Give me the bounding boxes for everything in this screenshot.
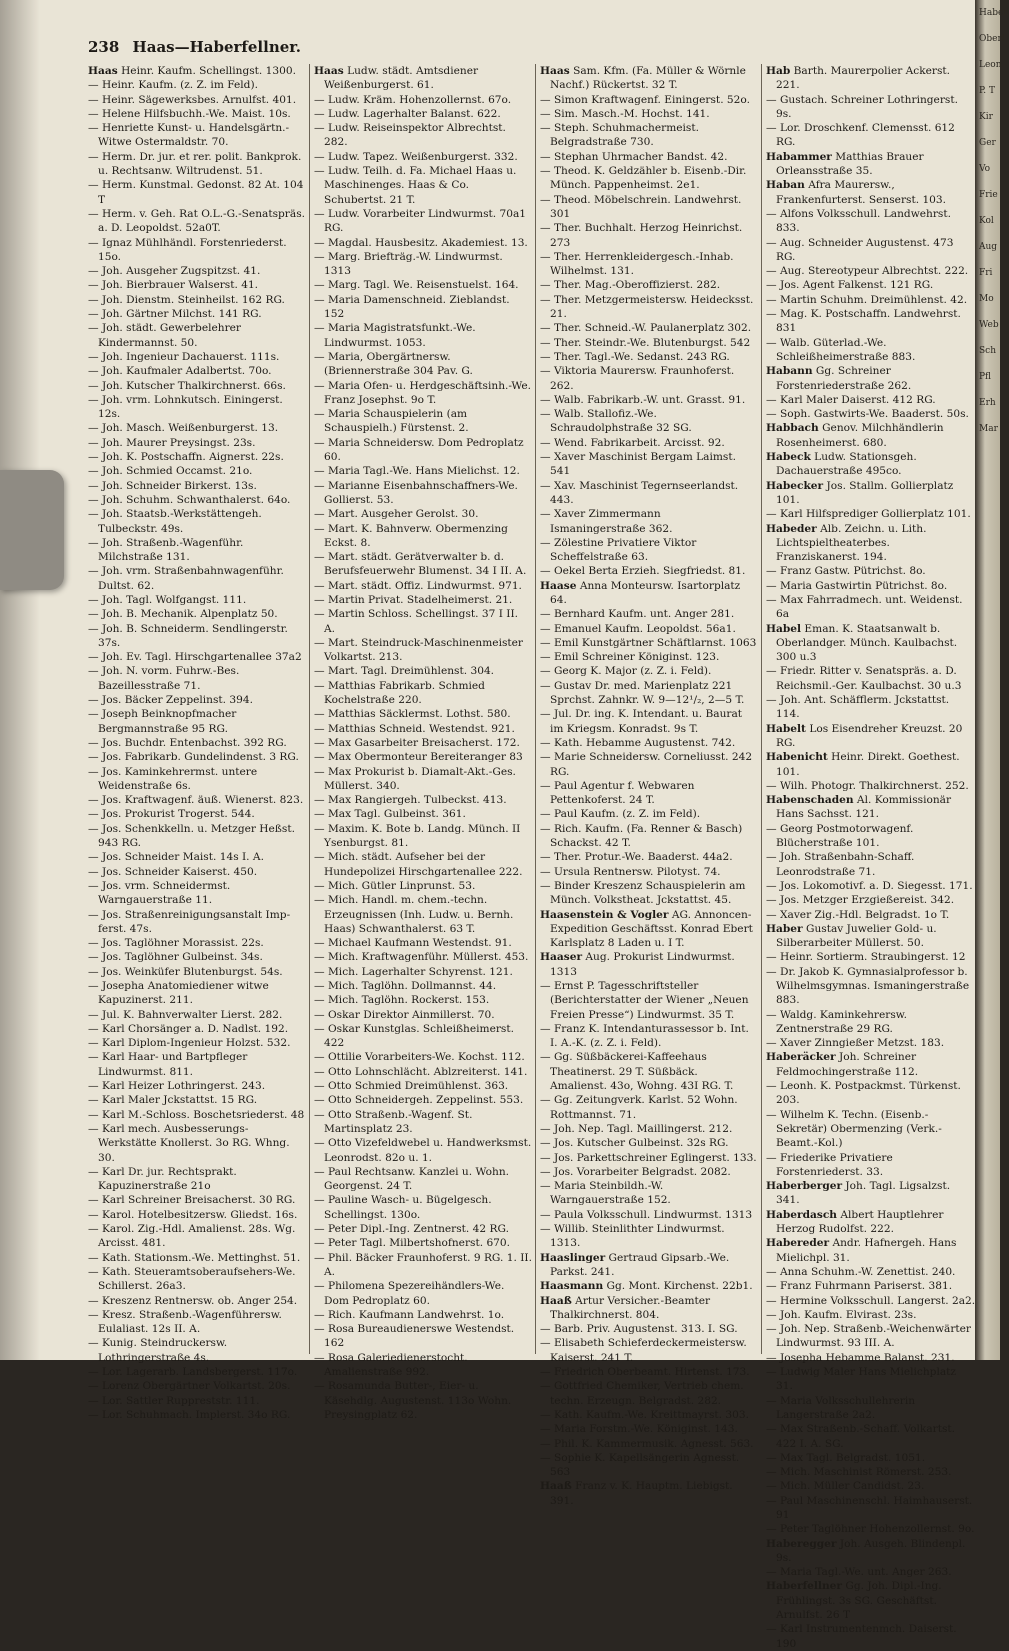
directory-entry: — Theod. Möbelschrein. Landwehrst. 301 (540, 193, 742, 220)
directory-entry: Haaslinger Gertraud Gipsarb.-We. Parkst. 241. (540, 1251, 730, 1278)
directory-entry: — Friedr. Ritter v. Senatspräs. a. D. Reichsmil.-Ger. Kaulbachst. 30 u.3 (766, 665, 962, 692)
directory-entry: — Matthias Fabrikarb. Schmied Kochelstraße 220. (314, 679, 485, 707)
directory-entry: — Jos. Vorarbeiter Belgradst. 2082. (540, 1165, 731, 1178)
directory-entry: — Karl Heizer Lothringerst. 243. (88, 1080, 266, 1093)
directory-entry: — Maria Tagl.-We. unt. Anger 263. (766, 1566, 952, 1579)
directory-entry: — Martin Privat. Stadelheimerst. 21. (314, 593, 513, 606)
directory-entry: — Mich. Kraftwagenführ. Müllerst. 453. (314, 951, 529, 964)
directory-entry: — Emanuel Kaufm. Leopoldst. 56a1. (540, 622, 736, 635)
edge-fragment: Pfl (979, 372, 992, 382)
directory-entry: — Emil Schreiner Königinst. 123. (540, 651, 720, 664)
directory-entry: — Mich. städt. Aufseher bei der Hundepolizei Hirschgartenallee 222. (314, 851, 523, 878)
directory-entry: Habeck Ludw. Stationsgeh. Dachauerstraße 495co. (766, 451, 917, 478)
directory-entry: — Joh. vrm. Lohnkutsch. Einingerst. 12s. (88, 393, 283, 421)
directory-entry: — Joh. vrm. Straßenbahnwagenführ. Dultst. 62. (88, 565, 284, 592)
directory-entry: — Joh. K. Postschaffn. Aignerst. 22s. (88, 451, 284, 464)
directory-entry: — Max Fahrradmech. unt. Weidenst. 6a (766, 593, 963, 621)
page-title: Haas—Haberfellner. (132, 38, 302, 56)
directory-entry: — Jos. Schneider Maist. 14s I. A. (88, 851, 264, 864)
directory-entry: — Joh. Kutscher Thalkirchnerst. 66s. (88, 379, 286, 392)
directory-entry: — Ludw. Vorarbeiter Lindwurmst. 70a1 RG. (314, 207, 527, 235)
directory-entry: — Walb. Stallofiz.-We. Schraudolphstraße 32 SG. (540, 408, 692, 435)
directory-entry: — Peter Dipl.-Ing. Zentnerst. 42 RG. (314, 1223, 509, 1236)
directory-entry: — Jos. Prokurist Trogerst. 544. (88, 808, 255, 821)
directory-entry: — Jos. Schneider Kaiserst. 450. (88, 865, 258, 878)
directory-entry: — Karl Hilfsprediger Gollierplatz 101. (766, 508, 971, 521)
directory-entry: — Bernhard Kaufm. unt. Anger 281. (540, 608, 735, 621)
directory-entry: — Rich. Kaufmann Landwehrst. 1o. (314, 1308, 505, 1321)
edge-fragment: Aug (979, 242, 998, 252)
directory-entry: — Maria, Obergärtnersw. (Briennerstraße 304 Pav. G. (314, 350, 473, 378)
directory-entry: — Joh. Schneider Birkerst. 13s. (88, 479, 257, 492)
directory-entry: — Georg Postmotorwagenf. Blücherstraße 101. (766, 822, 914, 850)
directory-entry: — Jos. Metzger Erzgießereist. 342. (766, 894, 955, 907)
directory-entry: — Kath. Kaufm.-We. Kreittmayrst. 303. (540, 1408, 749, 1421)
directory-entry: — Jos. Kaminkehrermst. untere Weidenstraße 6s. (88, 765, 258, 792)
directory-entry: — Karl Haar- und Bartpfleger Lindwurmst. 811. (88, 1051, 248, 1078)
directory-entry: — Herm. Dr. jur. et rer. polit. Bankprok. u. Rechtsanw. Wiltrudenst. 51. (88, 150, 302, 178)
directory-entry: — Sophie K. Kapellsängerin Agnesst. 563 (540, 1451, 740, 1479)
directory-entry: — Karl Schreiner Breisacherst. 30 RG. (88, 1194, 296, 1207)
directory-entry: — Joh. Nep. Tagl. Maillingerst. 212. (540, 1122, 733, 1135)
directory-entry: — Wend. Fabrikarbeit. Arcisst. 92. (540, 436, 725, 449)
directory-entry: Haas Heinr. Kaufm. Schellingst. 1300. (88, 65, 296, 77)
directory-entry: — Paul Rechtsanw. Kanzlei u. Wohn. Georgenst. 24 T. (314, 1165, 510, 1193)
directory-entry: — Lorenz Obergärtner Volkartst. 20s. (88, 1380, 291, 1393)
edge-fragment: Mar (979, 424, 998, 434)
directory-entry: — Joh. Nep. Straßenb.-Weichenwärter Lindwurmst. 93 III. A. (766, 1323, 971, 1350)
edge-fragment: Kol (979, 216, 994, 226)
edge-fragment: Sch (979, 346, 997, 356)
directory-entry: — Karol. Hotelbesitzersw. Gliedst. 16s. (88, 1208, 298, 1221)
directory-entry: — Joh. Tagl. Wolfgangst. 111. (88, 593, 247, 606)
directory-entry: — Georg K. Major (z. Z. i. Feld). (540, 665, 712, 678)
directory-entry: — Aug. Stereotypeur Albrechtst. 222. (766, 265, 969, 278)
directory-entry: — Matthias Schneid. Westendst. 921. (314, 722, 515, 735)
directory-entry: — Joh. Ev. Tagl. Hirschgartenallee 37a2 (88, 651, 302, 664)
directory-entry: — Joh. Kaufmaler Adalbertst. 70o. (88, 365, 272, 378)
directory-entry: — Walb. Fabrikarb.-W. unt. Grasst. 91. (540, 393, 746, 406)
directory-entry: — Karl M.-Schloss. Boschetsriederst. 48 (88, 1108, 305, 1121)
directory-entry: — Jos. Straßenreinigungsanstalt Imp- ferst. 47s. (88, 908, 291, 935)
directory-entry: — Maria Schauspielerin (am Schauspielh.) Fürstenst. 2. (314, 408, 469, 435)
next-page-edge (975, 0, 1009, 1360)
directory-entry: — Willib. Steinlithter Lindwurmst. 1313. (540, 1223, 725, 1250)
directory-entry: — Joh. Straßenb.-Wagenführ. Milchstraße 131. (88, 536, 244, 564)
directory-entry: — Jos. Kutscher Gulbeinst. 32s RG. (540, 1137, 729, 1150)
directory-entry: — Magdal. Hausbesitz. Akademiest. 13. (314, 236, 528, 249)
binding-shadow (0, 0, 40, 1360)
directory-entry: — Phil. K. Kammermusik. Agnesst. 563. (540, 1437, 754, 1450)
directory-entry: — Ursula Rentnersw. Pilotyst. 74. (540, 865, 721, 878)
directory-entry: — Karl mech. Ausbesserungs-Werkstätte Knollerst. 3o RG. Whng. 30. (88, 1122, 290, 1164)
directory-entry: — Joh. Schmied Occamst. 21o. (88, 465, 253, 478)
directory-entry: — Mich. Taglöhn. Rockerst. 153. (314, 994, 490, 1007)
directory-entry: — Joh. Masch. Weißenburgerst. 13. (88, 422, 279, 435)
directory-entry: — Rosamunda Butter-, Eier- u. Käsehdlg. Augustenst. 113o Wohn. Preysingplatz 62. (314, 1380, 512, 1421)
directory-entry: — Steph. Schuhmachermeist. Belgradstraße 730. (540, 122, 699, 149)
directory-entry: — Heinr. Sägewerksbes. Arnulfst. 401. (88, 93, 297, 106)
edge-fragment: Fri (979, 268, 993, 278)
directory-entry: — Kath. Hebamme Augustenst. 742. (540, 736, 736, 749)
directory-entry: Haber Gustav Juwelier Gold- u. Silberarbeiter Müllerst. 50. (766, 922, 937, 950)
directory-entry: Habenschaden Al. Kommissionär Hans Sachsst. 121. (766, 794, 952, 821)
column-1 (88, 64, 306, 1421)
directory-entry: — Ernst P. Tagesschriftsteller (Berichterstatter der Wiener „Neuen Freien Presse“) Lindwurmst. 35 T. (540, 980, 749, 1021)
directory-entry: — Max Prokurist b. Diamalt-Akt.-Ges. Müllerst. 340. (314, 765, 516, 792)
column-divider (535, 64, 536, 1354)
column-4 (766, 64, 976, 1650)
page-header (88, 38, 968, 60)
directory-entry: — Mich. Lagerhalter Schyrenst. 121. (314, 965, 513, 978)
directory-entry: Haberdasch Albert Hauptlehrer Herzog Rudolfst. 222. (766, 1208, 944, 1236)
directory-entry: — Karl Maler Daiserst. 412 RG. (766, 393, 936, 406)
directory-entry: — Xav. Maschinist Tegernseerlandst. 443. (540, 479, 739, 506)
directory-entry: — Jos. Fabrikarb. Gundelindenst. 3 RG. (88, 751, 299, 764)
directory-entry: — Gustav Dr. med. Marienplatz 221 Sprchst. Zahnkr. W. 9—12¹/₂, 2—5 T. (540, 679, 745, 707)
directory-entry: — Kath. Steueramtsoberaufsehers-We. Schillerst. 26a3. (88, 1265, 296, 1293)
directory-entry: — Max Tagl. Belgradst. 1051. (766, 1451, 926, 1464)
directory-entry: — Peter Taglöhner Hohenzollernst. 9o. (766, 1523, 975, 1536)
directory-entry: — Mich. Maschinist Römerst. 253. (766, 1466, 952, 1479)
edge-fragment: P. T (979, 86, 995, 96)
directory-entry: — Mich. Handl. m. chem.-techn. Erzeugnissen (Inh. Ludw. u. Bernh. Haas) Schwanthalerst. 63 T. (314, 894, 514, 935)
directory-entry: — Joh. B. Schneiderm. Sendlingerstr. 37s. (88, 622, 288, 649)
directory-entry: — Theod. K. Geldzähler b. Eisenb.-Dir. Münch. Pappenheimst. 2e1. (540, 165, 747, 192)
directory-entry: — Jos. Schenkkelln. u. Metzger Heßst. 943 RG. (88, 822, 295, 850)
directory-entry: — Jos. Taglöhner Gulbeinst. 34s. (88, 951, 263, 964)
directory-entry: — Franz K. Intendanturassessor b. Int. I. A.-K. (z. Z. i. Feld). (540, 1022, 749, 1050)
directory-entry: Haasmann Gg. Mont. Kirchenst. 22b1. (540, 1280, 753, 1293)
directory-entry: — Otto Straßenb.-Wagenf. St. Martinsplatz 23. (314, 1108, 473, 1135)
directory-entry: — Wilh. Photogr. Thalkirchnerst. 252. (766, 779, 969, 792)
directory-entry: — Joh. Schuhm. Schwanthalerst. 64o. (88, 493, 291, 506)
directory-entry: — Maria Tagl.-We. Hans Mielichst. 12. (314, 465, 520, 478)
directory-entry: — Mag. K. Postschaffn. Landwehrst. 831 (766, 308, 961, 335)
directory-entry: — Maria Magistratsfunkt.-We. Lindwurmst. 1053. (314, 322, 476, 349)
directory-entry: — Friederike Privatiere Forstenriederst. 33. (766, 1151, 893, 1178)
directory-entry: — Mich. Müller Candidst. 23. (766, 1480, 925, 1493)
directory-entry: — Mart. Steindruck-Maschinenmeister Volkartst. 213. (314, 636, 523, 664)
directory-entry: — Otto Schneidergeh. Zeppelinst. 553. (314, 1094, 524, 1107)
directory-entry: — Ther. Tagl.-We. Sedanst. 243 RG. (540, 350, 730, 363)
directory-entry: Habelt Los Eisendreher Kreuzst. 20 RG. (766, 722, 963, 749)
directory-entry: — Max Gasarbeiter Breisacherst. 172. (314, 736, 520, 749)
directory-entry: Haban Afra Maurersw., Frankenfurterst. Senserst. 103. (766, 179, 947, 206)
directory-entry: — Ludwig Maler Hans Mielichplatz 31. (766, 1366, 956, 1393)
directory-entry: — Lor. Lagerarb. Landsbergerst. 117o. (88, 1366, 298, 1379)
directory-entry: — Jos. Bäcker Zeppelinst. 394. (88, 694, 253, 707)
directory-entry: — Phil. Bäcker Fraunhoferst. 9 RG. 1. II. A. (314, 1251, 532, 1278)
directory-entry: — Max Straßenb.-Schaff. Volkartst. 422 I. A. SG. (766, 1423, 956, 1450)
directory-entry: — Joseph Beinknopfmacher Bergmannstraße 95 RG. (88, 708, 237, 735)
directory-entry: — Herm. v. Geh. Rat O.L.-G.-Senatspräs. a. D. Leopoldst. 52a0T. (88, 207, 305, 235)
directory-entry: — Leonh. K. Postpackmst. Türkenst. 203. (766, 1080, 961, 1107)
directory-entry: — Max Rangiergeh. Tulbeckst. 413. (314, 794, 507, 807)
edge-fragment: Frie (979, 190, 998, 200)
directory-entry: — Stephan Uhrmacher Bandst. 42. (540, 150, 728, 163)
directory-entry: — Helene Hilfsbuchh.-We. Maist. 10s. (88, 107, 291, 120)
directory-entry: Haas Ludw. städt. Amtsdiener Weißenburgerst. 61. (314, 65, 479, 92)
directory-entry: — Martin Schloss. Schellingst. 37 I II. A. (314, 608, 519, 635)
directory-entry: Habel Eman. K. Staatsanwalt b. Oberlandger. Münch. Kaulbachst. 300 u.3 (766, 622, 958, 664)
directory-entry: — Jos. Taglöhner Morassist. 22s. (88, 937, 264, 950)
directory-entry: — Hermine Volksschull. Langerst. 2a2. (766, 1294, 976, 1307)
directory-entry: — Max Obermonteur Bereiteranger 83 (314, 751, 523, 764)
page-number: 238 (88, 38, 120, 56)
directory-entry: — Otto Vizefeldwebel u. Handwerksmst. Leonrodst. 82o u. 1. (314, 1137, 532, 1164)
directory-entry: — Ludw. Teilh. d. Fa. Michael Haas u. Maschinenges. Haas & Co. Schubertst. 21 T. (314, 165, 517, 206)
directory-entry: — Heinr. Kaufm. (z. Z. im Feld). (88, 79, 258, 92)
directory-entry: — Franz Fuhrmann Pariserst. 381. (766, 1280, 953, 1293)
directory-entry: — Walb. Güterlad.-We. Schleißheimerstraße 883. (766, 336, 916, 363)
directory-entry: — Oekel Berta Erzieh. Siegfriedst. 81. (540, 565, 746, 578)
edge-fragment: Ger (979, 138, 996, 148)
edge-fragment: Erh (979, 398, 996, 408)
directory-entry: — Alfons Volksschull. Landwehrst. 833. (766, 207, 951, 235)
directory-entry: — Joh. Ant. Schäfflerm. Jckstattst. 114. (766, 694, 950, 721)
directory-entry: — Heinr. Sortierm. Straubingerst. 12 (766, 951, 966, 964)
directory-entry: — Jos. Parkettschreiner Eglingerst. 133. (540, 1151, 757, 1164)
directory-entry: — Lor. Sattler Ruppreststr. 111. (88, 1394, 260, 1407)
column-2 (314, 64, 532, 1421)
directory-entry: — Mart. städt. Gerätverwalter b. d. Berufsfeuerwehr Blumenst. 34 I II. A. (314, 551, 527, 578)
directory-entry: — Anna Schuhm.-W. Zenettist. 240. (766, 1265, 956, 1278)
directory-entry: — Gustach. Schreiner Lothringerst. 9s. (766, 93, 958, 120)
directory-entry: — Emil Kunstgärtner Schäftlarnst. 1063 (540, 636, 757, 649)
directory-entry: — Ther. Steindr.-We. Blutenburgst. 542 (540, 336, 751, 349)
directory-entry: — Otto Lohnschlächt. Ablzreiterst. 141. (314, 1065, 528, 1078)
directory-entry: — Karol. Zig.-Hdl. Amalienst. 28s. Wg. Arcisst. 481. (88, 1223, 296, 1250)
directory-entry: — Joh. Kaufm. Elvirast. 23s. (766, 1308, 917, 1321)
directory-entry: — Marie Schneidersw. Corneliusst. 242 RG. (540, 751, 753, 778)
directory-entry: — Marianne Eisenbahnschaffners-We. Gollierst. 53. (314, 479, 518, 506)
directory-entry: — Kreszenz Rentnersw. ob. Anger 254. (88, 1294, 298, 1307)
directory-entry: — Ther. Metzgermeistersw. Heidecksst. 21. (540, 293, 754, 321)
directory-entry: — Joh. Maurer Preysingst. 23s. (88, 436, 256, 449)
directory-entry: — Jos. Agent Falkenst. 121 RG. (766, 279, 934, 292)
directory-entry: — Xaver Zig.-Hdl. Belgradst. 1o T. (766, 908, 950, 921)
directory-entry: — Oskar Direktor Ainmillerst. 70. (314, 1008, 495, 1021)
directory-entry: — Sim. Masch.-M. Hochst. 141. (540, 107, 710, 120)
directory-entry: — Joh. Staatsb.-Werkstättengeh. Tulbeckstr. 49s. (88, 508, 262, 535)
book-clip (0, 470, 64, 590)
directory-entry: — Karl Dr. jur. Rechtsprakt. Kapuzinerstraße 21o (88, 1165, 237, 1193)
directory-entry: — Friedrich Oberbeamt. Hirtenst. 173. (540, 1366, 750, 1379)
directory-entry: Habecker Jos. Stallm. Gollierplatz 101. (766, 479, 954, 506)
directory-entry: — Karl Diplom-Ingenieur Holzst. 532. (88, 1037, 291, 1050)
directory-entry: — Ther. Mag.-Oberoffizierst. 282. (540, 279, 721, 292)
directory-entry: — Josepha Hebamme Balanst. 231. (766, 1351, 955, 1364)
column-divider (761, 64, 762, 1354)
directory-entry: — Otto Schmied Dreimühlenst. 363. (314, 1080, 509, 1093)
directory-entry: — Joh. Ingenieur Dachauerst. 111s. (88, 350, 280, 363)
directory-entry: — Marg. Briefträg.-W. Lindwurmst. 1313 (314, 250, 503, 278)
directory-entry: — Joh. Straßenbahn-Schaff. Leonrodstraße 71. (766, 851, 915, 878)
directory-entry: — Xaver Zinngießer Metzst. 183. (766, 1037, 945, 1050)
edge-fragment: Leon (979, 60, 1002, 70)
directory-entry: — Matthias Säcklermst. Lothst. 580. (314, 708, 511, 721)
directory-entry: Haberäcker Joh. Schreiner Feldmochingerstraße 112. (766, 1051, 919, 1078)
directory-entry: — Maria Steinbildh.-W. Warngauerstraße 152. (540, 1180, 671, 1207)
directory-entry: — Mart. Tagl. Dreimühlenst. 304. (314, 665, 495, 678)
directory-entry: — Mart. städt. Offiz. Lindwurmst. 971. (314, 579, 522, 592)
directory-entry: — Gg. Zeitungverk. Karlst. 52 Wohn. Rottmannst. 71. (540, 1094, 738, 1121)
directory-entry: — Ludw. Lagerhalter Balanst. 622. (314, 107, 501, 120)
directory-entry: — Ottilie Vorarbeiters-We. Kochst. 112. (314, 1051, 525, 1064)
directory-entry: — Ludw. Tapez. Weißenburgerst. 332. (314, 150, 518, 163)
directory-entry: — Rosa Bureaudienerswe Westendst. 162 (314, 1323, 515, 1350)
directory-entry: — Jos. Lokomotivf. a. D. Siegesst. 171. (766, 879, 973, 892)
directory-entry: — Paul Agentur f. Webwaren Pettenkoferst. 24 T. (540, 779, 695, 807)
edge-fragment: Kir (979, 112, 993, 122)
directory-entry: — Joh. Dienstm. Steinheilst. 162 RG. (88, 293, 285, 306)
directory-entry: — Joh. Ausgeher Zugspitzst. 41. (88, 265, 261, 278)
directory-entry: — Dr. Jakob K. Gymnasialprofessor b. Wilhelmsgymnas. Ismaningerstraße 883. (766, 965, 970, 1007)
directory-entry: — Maria Forstm.-We. Königinst. 143. (540, 1423, 738, 1436)
directory-entry: — Barb. Priv. Augustenst. 313. I. SG. (540, 1323, 738, 1336)
directory-entry: Haaß Artur Versicher.-Beamter Thalkirchnerst. 804. (540, 1294, 711, 1321)
directory-columns (88, 64, 978, 1650)
directory-entry: — Karl Chorsänger a. D. Nadlst. 192. (88, 1022, 289, 1035)
directory-entry: — Lor. Schuhmach. Implerst. 34o RG. (88, 1408, 291, 1421)
directory-entry: Habbach Genov. Milchhändlerin Rosenheimerst. 680. (766, 422, 944, 449)
directory-entry: — Joh. B. Mechanik. Alpenplatz 50. (88, 608, 278, 621)
directory-entry: Habann Gg. Schreiner Forstenriederstraße 262. (766, 365, 912, 392)
directory-entry: — Martin Schuhm. Dreimühlenst. 42. (766, 293, 968, 306)
edge-fragment: Mo (979, 294, 994, 304)
directory-entry: — Joh. Gärtner Milchst. 141 RG. (88, 308, 262, 321)
directory-entry: Haberberger Joh. Tagl. Ligsalzst. 341. (766, 1180, 951, 1207)
directory-entry: Haaser Aug. Prokurist Lindwurmst. 1313 (540, 951, 735, 978)
directory-entry: — Michael Kaufmann Westendst. 91. (314, 937, 512, 950)
edge-fragment: Oberl (979, 34, 1005, 44)
directory-entry: — Ther. Herrenkleidergesch.-Inhab. Wilhelmst. 131. (540, 250, 734, 278)
edge-fragment: Haben (979, 8, 1009, 18)
directory-entry: — Philomena Spezereihändlers-We. Dom Pedroplatz 60. (314, 1280, 505, 1307)
directory-entry: Haase Anna Monteursw. Isartorplatz 64. (540, 579, 741, 606)
directory-entry: — Jos. Buchdr. Entenbachst. 392 RG. (88, 736, 287, 749)
directory-entry: — Waldg. Kaminkehrersw. Zentnerstraße 29 RG. (766, 1008, 907, 1035)
directory-entry: — Paula Volksschull. Lindwurmst. 1313 (540, 1208, 753, 1221)
directory-entry: — Mich. Gütler Linprunst. 53. (314, 879, 476, 892)
directory-entry: — Mart. Ausgeher Gerolst. 30. (314, 508, 479, 521)
directory-entry: Habenicht Heinr. Direkt. Goethest. 101. (766, 751, 960, 778)
directory-entry: — Ther. Protur.-We. Baaderst. 44a2. (540, 851, 733, 864)
directory-entry: — Henriette Kunst- u. Handelsgärtn.-Witwe Ostermaldstr. 70. (88, 122, 290, 149)
directory-entry: Haberfellner Gg. Joh. Dipl.-Ing. Frühlingst. 3s SG. Geschäftst. Arnulfst. 26 T (766, 1580, 942, 1622)
directory-entry: — Gg. Süßbäckerei-Kaffeehaus Theatinerst. 29 T. Süßbäck. Amalienst. 43o, Wohng. 43I RG. T. (540, 1051, 734, 1093)
directory-entry: — Maria Gastwirtin Pütrichst. 8o. (766, 579, 948, 592)
directory-entry: — Ludw. Reiseinspektor Albrechtst. 282. (314, 122, 506, 149)
directory-entry: — Marg. Tagl. We. Reisenstuelst. 164. (314, 279, 519, 292)
directory-entry: — Karl Maler Jckstattst. 15 RG. (88, 1094, 258, 1107)
directory-entry: — Soph. Gastwirts-We. Baaderst. 50s. (766, 408, 969, 421)
directory-entry: — Pauline Wasch- u. Bügelgesch. Schellingst. 130o. (314, 1194, 492, 1221)
directory-entry: — Simon Kraftwagenf. Einingerst. 52o. (540, 93, 750, 106)
directory-entry: — Jos. Kraftwagenf. äuß. Wienerst. 823. (88, 794, 304, 807)
directory-entry: — Kath. Stationsm.-We. Mettinghst. 51. (88, 1251, 301, 1264)
directory-entry: — Aug. Schneider Augustenst. 473 RG. (766, 236, 954, 263)
directory-entry: — Franz Gastw. Pütrichst. 8o. (766, 565, 926, 578)
directory-entry: — Karl Instrumentenmch. Daiserst. 190 (766, 1623, 957, 1650)
directory-entry: — Kresz. Straßenb.-Wagenführersw. Eulaliast. 12s II. A. (88, 1308, 282, 1336)
column-divider (309, 64, 310, 1354)
directory-entry: — Maria Volksschullehrerin Langerstraße 2a2. (766, 1394, 916, 1421)
directory-entry: — Joh. N. vorm. Fuhrw.-Bes. Bazeillesstraße 71. (88, 665, 240, 692)
directory-entry: — Peter Tagl. Milbertshofnerst. 670. (314, 1237, 511, 1250)
directory-entry: Haas Sam. Kfm. (Fa. Müller & Wörnle Nachf.) Rückertst. 32 T. (540, 65, 746, 92)
directory-entry: — Josepha Anatomiediener witwe Kapuzinerst. 211. (88, 980, 269, 1007)
directory-entry: — Wilhelm K. Techn. (Eisenb.-Sekretär) Obermenzing (Verk.-Beamt.-Kol.) (766, 1108, 942, 1150)
directory-entry: — Ludw. Kräm. Hohenzollernst. 67o. (314, 93, 512, 106)
directory-entry: — Joh. städt. Gewerbelehrer Kindermannst. 50. (88, 322, 241, 349)
directory-entry: — Binder Kreszenz Schauspielerin am Münch. Volkstheat. Jckstattst. 45. (540, 879, 746, 907)
directory-entry: — Paul Kaufm. (z. Z. im Feld). (540, 808, 701, 821)
directory-entry: — Jul. K. Bahnverwalter Lierst. 282. (88, 1008, 283, 1021)
directory-entry: — Xaver Zimmermann Ismaningerstraße 362. (540, 508, 673, 535)
directory-entry: — Jul. Dr. ing. K. Intendant. u. Baurat im Kriegsm. Konradst. 9s T. (540, 708, 743, 735)
directory-entry: — Rich. Kaufm. (Fa. Renner & Basch) Schackst. 42 T. (540, 822, 743, 850)
directory-entry: — Oskar Kunstglas. Schleißheimerst. 422 (314, 1022, 514, 1050)
directory-entry: — Mart. K. Bahnverw. Obermenzing Eckst. 8. (314, 522, 508, 549)
directory-entry: — Maria Damenschneid. Zieblandst. 152 (314, 293, 510, 321)
directory-entry: — Elisabeth Schieferdeckermeistersw. Kaiserst. 241 T. (540, 1337, 747, 1364)
directory-entry: — Mich. Taglöhn. Dollmannst. 44. (314, 980, 497, 992)
directory-entry: — Ther. Buchhalt. Herzog Heinrichst. 273 (540, 222, 743, 249)
column-3 (540, 64, 758, 1507)
directory-entry: Hab Barth. Maurerpolier Ackerst. 221. (766, 65, 951, 92)
directory-entry: — Jos. Weinküfer Blutenburgst. 54s. (88, 965, 283, 978)
directory-entry: — Ther. Schneid.-W. Paulanerplatz 302. (540, 322, 752, 335)
directory-entry: Haaß Franz v. K. Hauptm. Liebigst. 391. (540, 1480, 733, 1507)
directory-entry: Haberegger Joh. Ausgeh. Blindenpl. 9s. (766, 1537, 966, 1564)
directory-entry: Habammer Matthias Brauer Orleansstraße 35. (766, 150, 924, 178)
directory-entry: — Maria Schneidersw. Dom Pedroplatz 60. (314, 436, 524, 464)
directory-entry: Haasenstein & Vogler AG. Annoncen-Expedition Geschäftsst. Konrad Ebert Karlsplatz 8 Laden u. I T. (540, 908, 753, 950)
directory-entry: — Max Tagl. Gulbeinst. 361. (314, 808, 466, 821)
edge-fragment: Vo (979, 164, 991, 174)
directory-entry: — Maxim. K. Bote b. Landg. Münch. II Ysenburgst. 81. (314, 822, 521, 850)
directory-entry: — Gottfried Chemiker, Vertrieb chem. techn. Erzeugn. Belgradst. 282. (540, 1380, 744, 1407)
directory-entry: — Xaver Maschinist Bergam Laimst. 541 (540, 451, 736, 478)
directory-entry: — Herm. Kunstmal. Gedonst. 82 At. 104 T (88, 179, 304, 206)
directory-entry: — Kunig. Steindruckersw. Lothringerstraße 4s. (88, 1337, 228, 1364)
directory-entry: — Ignaz Mühlhändl. Forstenriederst. 15o. (88, 236, 287, 263)
directory-entry: — Viktoria Maurersw. Fraunhoferst. 262. (540, 365, 735, 392)
directory-entry: — Rosa Galeriedienerstocht. Amalienstraße 992. (314, 1351, 468, 1379)
directory-entry: Habeder Alb. Zeichn. u. Lith. Lichtspieltheaterbes. Franziskanerst. 194. (766, 522, 927, 564)
directory-entry: Habereder Andr. Hafnergeh. Hans Mielichpl. 31. (766, 1237, 957, 1264)
directory-entry: — Joh. Bierbrauer Walserst. 41. (88, 279, 259, 292)
directory-entry: — Zölestine Privatiere Viktor Scheffelstraße 63. (540, 536, 697, 564)
directory-entry: — Paul Maschinenschl. Haimhauserst. 91 (766, 1494, 973, 1521)
directory-entry: — Lor. Droschkenf. Clemensst. 612 RG. (766, 122, 955, 149)
directory-entry: — Jos. vrm. Schneidermst. Warngauerstraße 11. (88, 879, 231, 907)
edge-fragment: Web (979, 320, 999, 330)
directory-entry: — Maria Ofen- u. Herdgeschäftsinh.-We. Franz Josephst. 9o T. (314, 379, 532, 406)
